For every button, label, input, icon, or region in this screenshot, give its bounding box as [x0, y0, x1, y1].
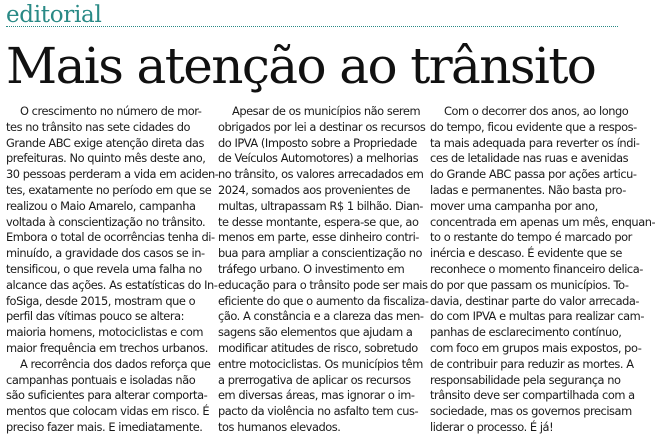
text-line: a prerrogativa de aplicar os recursos	[218, 372, 411, 387]
text-line: realizou o Maio Amarelo, campanha	[6, 198, 196, 213]
text-line: perfil das vítimas pouco se altera:	[6, 309, 185, 324]
text-column-2	[218, 104, 429, 434]
text-line: concentrada em apenas um mês, enquan-	[430, 214, 655, 229]
text-line: Grande ABC exige atenção direta das	[6, 135, 204, 150]
text-line: bua para ampliar a conscientização no	[218, 246, 423, 261]
text-line: A recorrência dos dados reforça que	[20, 356, 211, 371]
text-line: ta mais adequada para reverter os índi-	[430, 135, 640, 150]
text-line: ção. A constância e a clareza das men-	[218, 309, 424, 324]
text-line: sagens são elementos que ajudam a	[218, 325, 413, 340]
text-line: foSiga, desde 2015, mostram que o	[6, 293, 196, 308]
text-line: te desse montante, espera-se que, ao	[218, 214, 419, 229]
text-line: Apesar de os municípios não serem	[232, 104, 421, 118]
text-line: ces de letalidade nas ruas e avenidas	[430, 151, 629, 166]
text-line: pacto da violência no asfalto tem cus-	[218, 404, 419, 419]
text-line: entre motociclistas. Os municípios têm	[218, 356, 423, 371]
text-line: trânsito deve ser compartilhada com a	[430, 388, 635, 403]
section-label: editorial	[6, 2, 102, 28]
section-divider	[6, 26, 618, 27]
text-line: maior frequência em trechos urbanos.	[6, 340, 208, 355]
text-line: do com IPVA e multas para realizar cam-	[430, 309, 644, 324]
text-line: com foco em grupos mais expostos, po-	[430, 340, 642, 355]
text-line: reconhece o momento financeiro delica-	[430, 261, 643, 276]
text-line: Embora o total de ocorrências tenha di-	[6, 230, 215, 245]
text-line: tos humanos elevados.	[218, 419, 341, 434]
text-line: campanhas pontuais e isoladas não	[6, 372, 196, 387]
text-line: multas, ultrapassam R$ 1 bilhão. Dian-	[218, 198, 423, 213]
text-line: do tempo, ficou evidente que a respos-	[430, 119, 637, 134]
text-line: responsabilidade pela segurança no	[430, 372, 621, 387]
text-line: preciso fazer mais. E imediatamente.	[6, 419, 203, 434]
text-line: do por que passam os municípios. To-	[430, 277, 629, 292]
text-line: obrigados por lei a destinar os recursos	[218, 119, 426, 134]
text-line: inércia e descaso. É evidente que se	[430, 246, 622, 261]
text-line: Com o decorrer dos anos, ao longo	[444, 104, 629, 118]
text-line: são suficientes para alterar comporta-	[6, 388, 208, 403]
text-line: ladas e permanentes. Não basta pro-	[430, 182, 626, 197]
text-line: 30 pessoas perderam a vida em aciden-	[6, 167, 219, 182]
text-line: em diversas áreas, mas ignorar o im-	[218, 388, 415, 403]
text-line: educação para o trânsito pode ser mais	[218, 277, 428, 292]
text-line: panhas de esclarecimento contínuo,	[430, 325, 622, 340]
text-line: de Veículos Automotores) a melhorias	[218, 151, 419, 166]
text-line: 2024, somados aos provenientes de	[218, 182, 410, 197]
text-line: tráfego urbano. O investimento em	[218, 261, 405, 276]
text-line: maioria homens, motociclistas e com	[6, 325, 204, 340]
text-line: no trânsito, os valores arrecadados em	[218, 167, 424, 182]
text-line: modificar atitudes de risco, sobretudo	[218, 340, 418, 355]
text-column-1	[6, 104, 219, 434]
text-line: to o restante do tempo é marcado por	[430, 230, 632, 245]
text-line: alcance das ações. As estatísticas do In-	[6, 277, 218, 292]
text-line: tes no trânsito nas sete cidades do	[6, 119, 191, 134]
text-line: de contribuir para reduzir as mortes. A	[430, 356, 634, 371]
text-line: minuído, a gravidade dos casos se in-	[6, 246, 205, 261]
text-line: menos em parte, esse dinheiro contri-	[218, 230, 419, 245]
text-line: eficiente do que o aumento da fiscaliza-	[218, 293, 429, 308]
text-line: voltada à conscientização no trânsito.	[6, 214, 206, 229]
text-line: do IPVA (Imposto sobre a Propriedade	[218, 135, 417, 150]
text-line: mentos que colocam vidas em risco. É	[6, 404, 210, 419]
text-line: sociedade, mas os governos precisam	[430, 404, 632, 419]
text-line: davia, destinar parte do valor arrecada-	[430, 293, 640, 308]
text-line: prefeituras. No quinto mês deste ano,	[6, 151, 206, 166]
text-line: liderar o processo. É já!	[430, 419, 554, 434]
text-line: tes, exatamente no período em que se	[6, 182, 212, 197]
headline: Mais atenção ao trânsito	[6, 37, 596, 95]
text-line: mover uma campanha por ano,	[430, 198, 598, 213]
text-line: tensificou, o que revela uma falha no	[6, 261, 202, 276]
text-line: do Grande ABC passa por ações articu-	[430, 167, 637, 182]
text-column-3	[430, 104, 655, 434]
text-line: O crescimento no número de mor-	[20, 104, 202, 118]
